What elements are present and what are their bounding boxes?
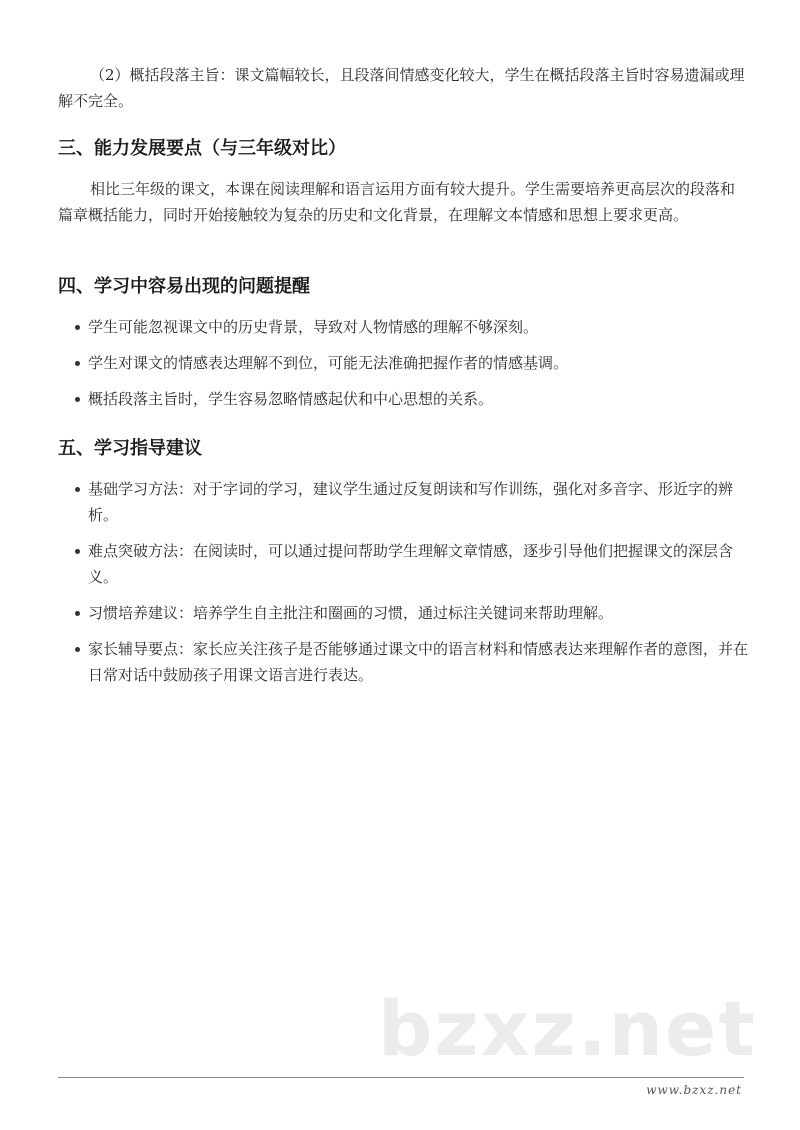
list-item [58,476,748,528]
footer-url: www.bzxz.net [646,1083,742,1097]
list-item-text: 难点突破方法：在阅读时，可以通过提问帮助学生理解文章情感，逐步引导他们把握课文的深层含义。 [88,542,734,586]
footer-divider [58,1077,744,1078]
bullet-icon [75,487,80,492]
section-3-paragraph: 相比三年级的课文，本课在阅读理解和语言运用方面有较大提升。学生需要培养更高层次的段落和篇章概括能力，同时开始接触较为复杂的历史和文化背景，在理解文本情感和思想上要求更高。 [58,180,736,224]
list-item-text: 概括段落主旨时，学生容易忽略情感起伏和中心思想的关系。 [88,390,494,408]
list-item [58,538,748,590]
list-item [58,386,748,412]
list-item-text: 学生对课文的情感表达理解不到位，可能无法准确把握作者的情感基调。 [88,354,569,372]
list-item-text: 家长辅导要点：家长应关注孩子是否能够通过课文中的语言材料和情感表达来理解作者的意图，并在日常对话中鼓励孩子用课文语言进行表达。 [88,640,749,684]
section-4-list [58,314,748,412]
list-item [58,350,748,376]
section-3-heading: 三、能力发展要点（与三年级对比） [58,138,346,159]
section-5-list [58,476,748,688]
list-item-text: 习惯培养建议：培养学生自主批注和圈画的习惯，通过标注关键词来帮助理解。 [88,604,614,622]
list-item [58,314,748,340]
list-item-text: 基础学习方法：对于字词的学习，建议学生通过反复朗读和写作训练，强化对多音字、形近字的辨析。 [88,480,734,524]
list-item [58,636,748,688]
bullet-icon [75,361,80,366]
bullet-icon [75,549,80,554]
section-4-heading: 四、学习中容易出现的问题提醒 [58,276,310,297]
list-item-text: 学生可能忽视课文中的历史背景，导致对人物情感的理解不够深刻。 [88,318,539,336]
section-5-heading: 五、学习指导建议 [58,438,202,459]
bullet-icon [75,611,80,616]
bullet-icon [75,647,80,652]
list-item [58,600,748,626]
intro-paragraph: （2）概括段落主旨：课文篇幅较长，且段落间情感变化较大，学生在概括段落主旨时容易遗漏或理解不完全。 [58,66,745,110]
bullet-icon [75,325,80,330]
watermark: bzxz.net [378,984,757,1073]
bullet-icon [75,397,80,402]
